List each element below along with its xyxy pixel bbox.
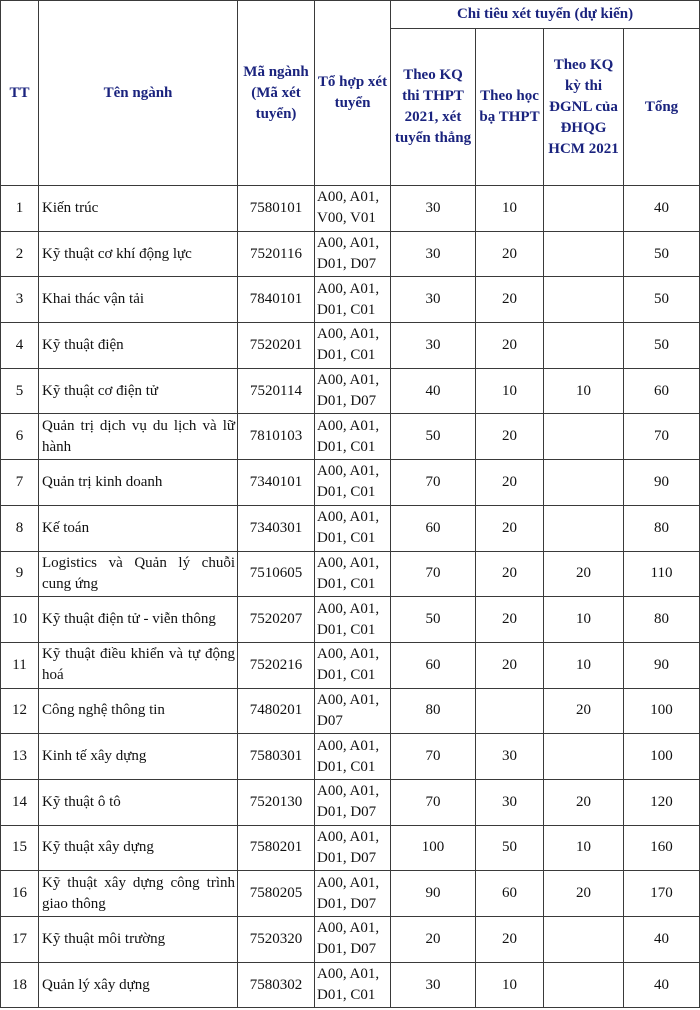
cell-subject-combo: A00, A01, D01, D07 xyxy=(315,917,391,963)
cell-quota-thpt: 70 xyxy=(391,551,476,597)
cell-tt: 14 xyxy=(1,779,39,825)
table-row xyxy=(1,779,700,825)
cell-quota-hocba: 10 xyxy=(476,186,544,232)
cell-major-name: Logistics và Quản lý chuỗi cung ứng xyxy=(39,551,238,597)
cell-quota-thpt: 80 xyxy=(391,688,476,734)
cell-major-name: Kỹ thuật cơ khí động lực xyxy=(39,231,238,277)
cell-quota-thpt: 70 xyxy=(391,779,476,825)
cell-tt: 7 xyxy=(1,460,39,506)
header-tt: TT xyxy=(1,1,39,186)
cell-subject-combo: A00, A01, D01, C01 xyxy=(315,642,391,688)
cell-major-name: Kỹ thuật ô tô xyxy=(39,779,238,825)
cell-quota-hocba: 30 xyxy=(476,779,544,825)
cell-major-code: 7580301 xyxy=(238,734,315,780)
cell-quota-dgnl xyxy=(544,962,624,1008)
cell-tt: 13 xyxy=(1,734,39,780)
cell-tt: 8 xyxy=(1,505,39,551)
cell-quota-dgnl: 10 xyxy=(544,642,624,688)
cell-major-name: Kỹ thuật điện tử - viễn thông xyxy=(39,597,238,643)
cell-tt: 11 xyxy=(1,642,39,688)
cell-quota-dgnl xyxy=(544,505,624,551)
table-row xyxy=(1,825,700,871)
cell-quota-total: 40 xyxy=(624,917,700,963)
cell-quota-total: 100 xyxy=(624,734,700,780)
cell-quota-thpt: 50 xyxy=(391,414,476,460)
cell-quota-total: 100 xyxy=(624,688,700,734)
cell-quota-dgnl: 10 xyxy=(544,368,624,414)
cell-subject-combo: A00, A01, D01, C01 xyxy=(315,734,391,780)
cell-subject-combo: A00, A01, D01, C01 xyxy=(315,597,391,643)
cell-subject-combo: A00, A01, D01, C01 xyxy=(315,505,391,551)
cell-quota-thpt: 70 xyxy=(391,734,476,780)
cell-quota-total: 40 xyxy=(624,186,700,232)
cell-quota-hocba: 20 xyxy=(476,323,544,369)
cell-quota-dgnl: 10 xyxy=(544,825,624,871)
cell-quota-hocba xyxy=(476,688,544,734)
cell-quota-hocba: 10 xyxy=(476,962,544,1008)
cell-quota-hocba: 20 xyxy=(476,917,544,963)
table-body xyxy=(1,186,700,1008)
table-row xyxy=(1,917,700,963)
cell-quota-total: 80 xyxy=(624,505,700,551)
cell-quota-hocba: 20 xyxy=(476,642,544,688)
cell-quota-thpt: 30 xyxy=(391,277,476,323)
cell-quota-thpt: 60 xyxy=(391,505,476,551)
cell-quota-total: 50 xyxy=(624,277,700,323)
cell-quota-hocba: 20 xyxy=(476,597,544,643)
cell-subject-combo: A00, A01, D01, C01 xyxy=(315,962,391,1008)
cell-major-code: 7520207 xyxy=(238,597,315,643)
cell-major-name: Quản trị kinh doanh xyxy=(39,460,238,506)
cell-tt: 16 xyxy=(1,871,39,917)
cell-major-name: Khai thác vận tải xyxy=(39,277,238,323)
cell-major-code: 7520201 xyxy=(238,323,315,369)
cell-major-name: Kỹ thuật xây dựng công trình giao thông xyxy=(39,871,238,917)
cell-quota-dgnl xyxy=(544,917,624,963)
cell-quota-hocba: 20 xyxy=(476,231,544,277)
cell-major-name: Kiến trúc xyxy=(39,186,238,232)
cell-major-code: 7840101 xyxy=(238,277,315,323)
cell-quota-dgnl: 20 xyxy=(544,779,624,825)
cell-major-name: Kế toán xyxy=(39,505,238,551)
cell-major-code: 7520116 xyxy=(238,231,315,277)
header-hocba: Theo học bạ THPT xyxy=(476,29,544,186)
cell-quota-total: 160 xyxy=(624,825,700,871)
cell-quota-total: 80 xyxy=(624,597,700,643)
cell-tt: 9 xyxy=(1,551,39,597)
cell-quota-hocba: 20 xyxy=(476,460,544,506)
cell-major-name: Kỹ thuật điều khiển và tự động hoá xyxy=(39,642,238,688)
cell-quota-hocba: 30 xyxy=(476,734,544,780)
table-row xyxy=(1,414,700,460)
cell-quota-thpt: 30 xyxy=(391,323,476,369)
cell-quota-thpt: 70 xyxy=(391,460,476,506)
table-row xyxy=(1,871,700,917)
cell-subject-combo: A00, A01, D01, D07 xyxy=(315,231,391,277)
cell-tt: 17 xyxy=(1,917,39,963)
cell-quota-hocba: 20 xyxy=(476,505,544,551)
header-total: Tổng xyxy=(624,29,700,186)
table-row xyxy=(1,551,700,597)
cell-major-code: 7520320 xyxy=(238,917,315,963)
cell-subject-combo: A00, A01, D01, C01 xyxy=(315,323,391,369)
cell-tt: 4 xyxy=(1,323,39,369)
cell-quota-total: 90 xyxy=(624,642,700,688)
cell-quota-hocba: 20 xyxy=(476,277,544,323)
cell-quota-thpt: 30 xyxy=(391,231,476,277)
cell-subject-combo: A00, A01, D01, C01 xyxy=(315,460,391,506)
cell-quota-dgnl xyxy=(544,277,624,323)
cell-quota-total: 170 xyxy=(624,871,700,917)
cell-quota-thpt: 90 xyxy=(391,871,476,917)
cell-tt: 10 xyxy=(1,597,39,643)
cell-subject-combo: A00, A01, D01, C01 xyxy=(315,551,391,597)
cell-quota-thpt: 30 xyxy=(391,186,476,232)
cell-quota-dgnl: 20 xyxy=(544,871,624,917)
cell-major-code: 7580302 xyxy=(238,962,315,1008)
table-row xyxy=(1,231,700,277)
cell-quota-total: 70 xyxy=(624,414,700,460)
cell-major-name: Kỹ thuật môi trường xyxy=(39,917,238,963)
table-row xyxy=(1,597,700,643)
cell-major-name: Kỹ thuật cơ điện tử xyxy=(39,368,238,414)
cell-quota-thpt: 100 xyxy=(391,825,476,871)
cell-quota-thpt: 40 xyxy=(391,368,476,414)
cell-tt: 6 xyxy=(1,414,39,460)
table-row xyxy=(1,688,700,734)
table-header xyxy=(1,1,700,186)
cell-quota-dgnl xyxy=(544,734,624,780)
cell-tt: 1 xyxy=(1,186,39,232)
cell-tt: 12 xyxy=(1,688,39,734)
cell-major-code: 7340301 xyxy=(238,505,315,551)
cell-major-name: Quản trị dịch vụ du lịch và lữ hành xyxy=(39,414,238,460)
cell-subject-combo: A00, A01, D01, D07 xyxy=(315,871,391,917)
cell-quota-dgnl: 10 xyxy=(544,597,624,643)
table-row xyxy=(1,962,700,1008)
cell-major-code: 7520216 xyxy=(238,642,315,688)
cell-major-name: Quản lý xây dựng xyxy=(39,962,238,1008)
cell-subject-combo: A00, A01, D01, D07 xyxy=(315,368,391,414)
cell-subject-combo: A00, A01, D01, C01 xyxy=(315,277,391,323)
cell-quota-hocba: 20 xyxy=(476,414,544,460)
table-row xyxy=(1,505,700,551)
cell-tt: 5 xyxy=(1,368,39,414)
cell-quota-total: 120 xyxy=(624,779,700,825)
cell-major-code: 7520130 xyxy=(238,779,315,825)
cell-tt: 15 xyxy=(1,825,39,871)
table-row xyxy=(1,368,700,414)
cell-quota-hocba: 20 xyxy=(476,551,544,597)
table-row xyxy=(1,460,700,506)
cell-quota-hocba: 60 xyxy=(476,871,544,917)
cell-quota-thpt: 30 xyxy=(391,962,476,1008)
cell-subject-combo: A00, A01, V00, V01 xyxy=(315,186,391,232)
cell-major-name: Công nghệ thông tin xyxy=(39,688,238,734)
cell-quota-hocba: 50 xyxy=(476,825,544,871)
cell-quota-dgnl: 20 xyxy=(544,688,624,734)
header-dgnl: Theo KQ kỳ thi ĐGNL của ĐHQG HCM 2021 xyxy=(544,29,624,186)
header-quota-group: Chỉ tiêu xét tuyển (dự kiến) xyxy=(391,1,700,29)
cell-major-code: 7810103 xyxy=(238,414,315,460)
header-combo: Tổ hợp xét tuyển xyxy=(315,1,391,186)
cell-subject-combo: A00, A01, D01, D07 xyxy=(315,825,391,871)
header-code: Mã ngành (Mã xét tuyển) xyxy=(238,1,315,186)
cell-major-code: 7580205 xyxy=(238,871,315,917)
cell-quota-dgnl xyxy=(544,323,624,369)
cell-quota-dgnl xyxy=(544,231,624,277)
cell-subject-combo: A00, A01, D01, D07 xyxy=(315,779,391,825)
header-name: Tên ngành xyxy=(39,1,238,186)
cell-quota-thpt: 50 xyxy=(391,597,476,643)
table-row xyxy=(1,642,700,688)
cell-major-code: 7580101 xyxy=(238,186,315,232)
cell-quota-hocba: 10 xyxy=(476,368,544,414)
cell-tt: 3 xyxy=(1,277,39,323)
cell-quota-total: 60 xyxy=(624,368,700,414)
cell-quota-total: 40 xyxy=(624,962,700,1008)
cell-subject-combo: A00, A01, D01, C01 xyxy=(315,414,391,460)
cell-major-code: 7520114 xyxy=(238,368,315,414)
table-row xyxy=(1,186,700,232)
cell-quota-dgnl xyxy=(544,186,624,232)
cell-major-code: 7340101 xyxy=(238,460,315,506)
cell-quota-total: 50 xyxy=(624,323,700,369)
cell-subject-combo: A00, A01, D07 xyxy=(315,688,391,734)
cell-quota-dgnl xyxy=(544,414,624,460)
cell-quota-total: 50 xyxy=(624,231,700,277)
cell-major-code: 7580201 xyxy=(238,825,315,871)
table-row xyxy=(1,734,700,780)
cell-quota-thpt: 20 xyxy=(391,917,476,963)
table-row xyxy=(1,277,700,323)
cell-quota-thpt: 60 xyxy=(391,642,476,688)
cell-major-code: 7480201 xyxy=(238,688,315,734)
cell-major-code: 7510605 xyxy=(238,551,315,597)
table-row xyxy=(1,323,700,369)
cell-major-name: Kỹ thuật xây dựng xyxy=(39,825,238,871)
cell-major-name: Kỹ thuật điện xyxy=(39,323,238,369)
cell-major-name: Kinh tế xây dựng xyxy=(39,734,238,780)
cell-quota-dgnl xyxy=(544,460,624,506)
cell-quota-total: 110 xyxy=(624,551,700,597)
cell-quota-total: 90 xyxy=(624,460,700,506)
header-thpt: Theo KQ thi THPT 2021, xét tuyển thẳng xyxy=(391,29,476,186)
cell-quota-dgnl: 20 xyxy=(544,551,624,597)
cell-tt: 18 xyxy=(1,962,39,1008)
cell-tt: 2 xyxy=(1,231,39,277)
